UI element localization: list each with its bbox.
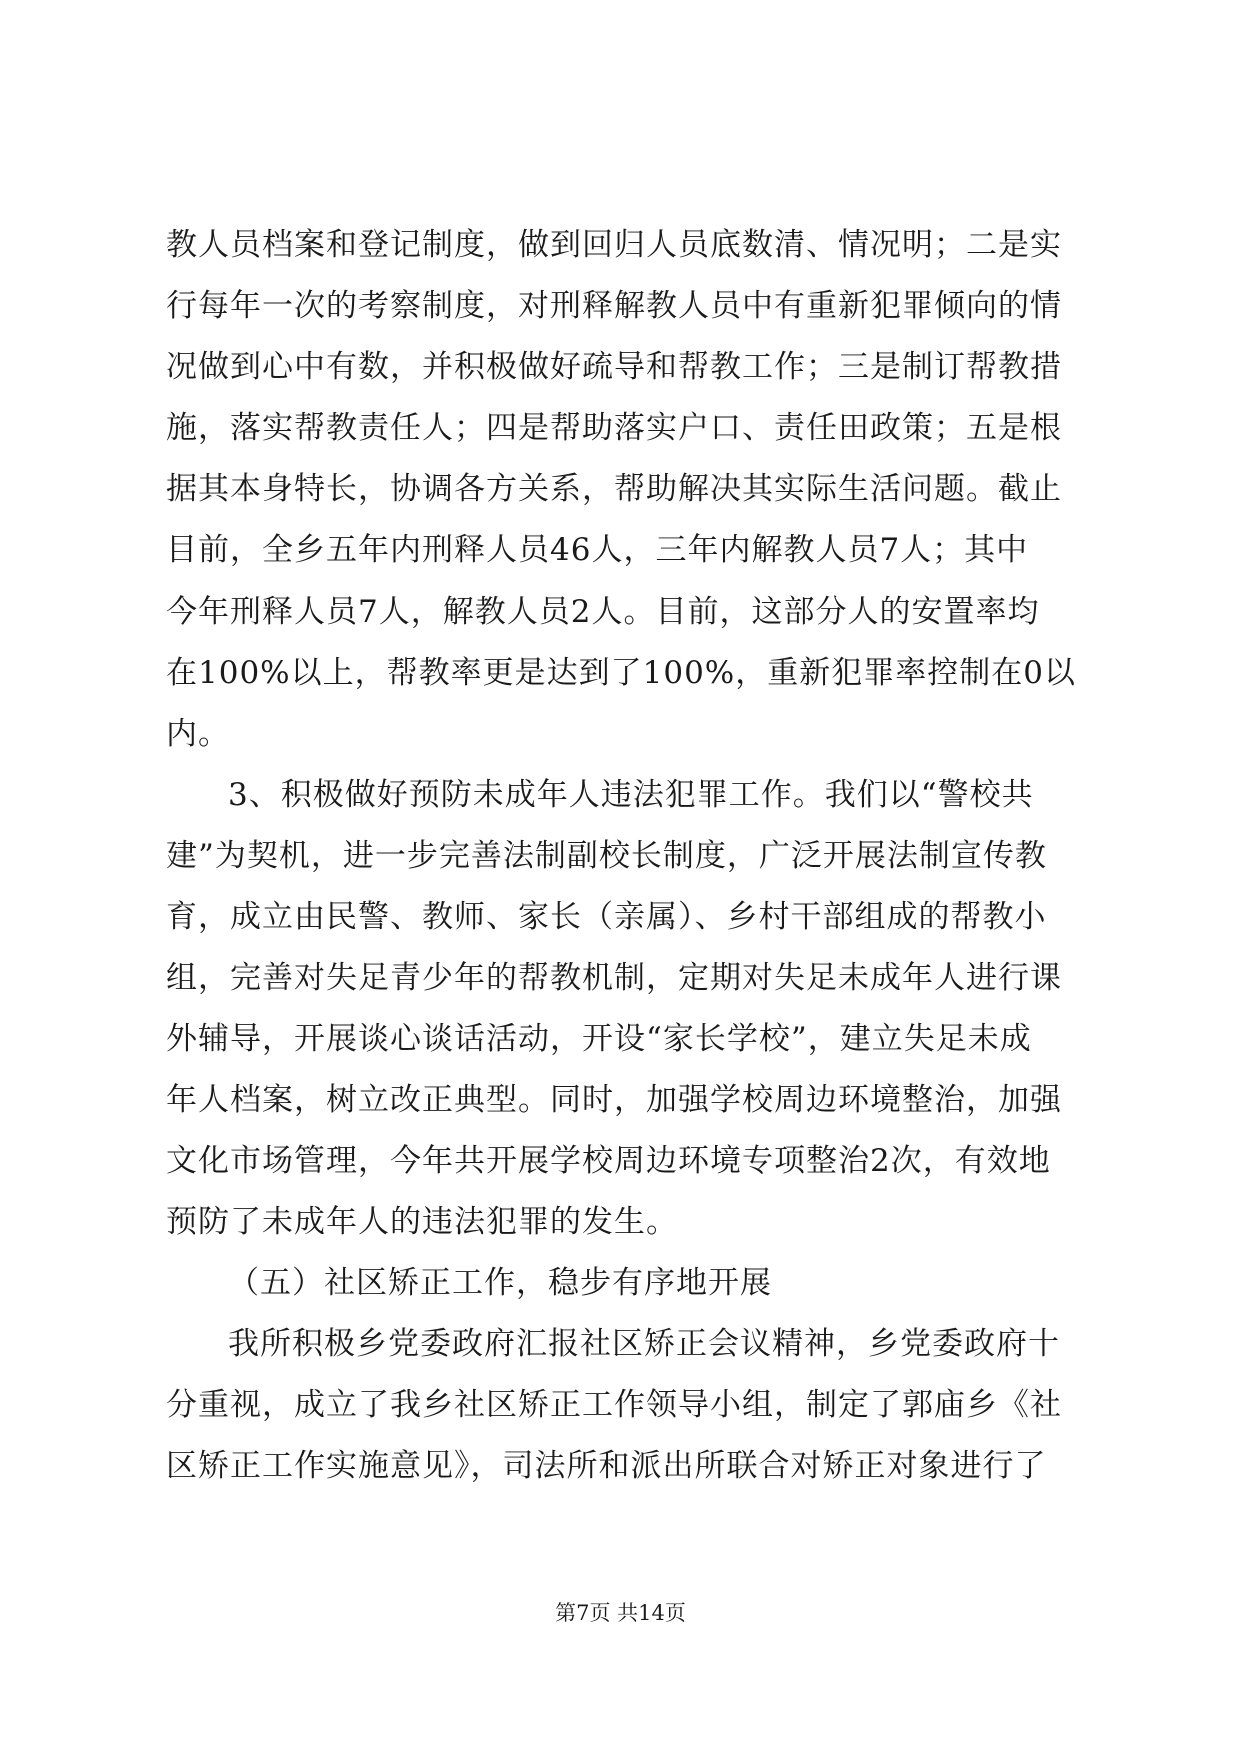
body-text-line: 据其本身特长，协调各方关系，帮助解决其实际生活问题。截止 [166,471,1062,507]
body-text-line: 施，落实帮教责任人；四是帮助落实户口、责任田政策；五是根 [166,410,1062,446]
body-text-line: 教人员档案和登记制度，做到回归人员底数清、情况明；二是实 [166,227,1062,263]
body-text-line: 育，成立由民警、教师、家长（亲属）、乡村干部组成的帮教小 [166,899,1047,935]
body-text-line: 在100%以上，帮教率更是达到了100%，重新犯罪率控制在0以 [166,655,1076,691]
body-text-line: 文化市场管理，今年共开展学校周边环境专项整治2次，有效地 [166,1143,1051,1179]
section-paragraph-start: 我所积极乡党委政府汇报社区矫正会议精神，乡党委政府十 [228,1326,1060,1362]
body-text-line: 况做到心中有数，并积极做好疏导和帮教工作；三是制订帮教措 [166,349,1062,385]
body-text-line: 内。 [166,716,230,752]
body-text-line: 预防了未成年人的违法犯罪的发生。 [166,1204,678,1240]
page-number-footer: 第7页 共14页 [555,1601,686,1625]
body-text-line: 今年刑释人员7人，解教人员2人。目前，这部分人的安置率均 [166,594,1040,630]
body-text-line: 组，完善对失足青少年的帮教机制，定期对失足未成年人进行课 [166,960,1062,996]
section-paragraph-start: 3、积极做好预防未成年人违法犯罪工作。我们以“警校共 [228,777,1034,813]
body-text-line: 外辅导，开展谈心谈话活动，开设“家长学校”，建立失足未成 [166,1021,1032,1057]
section-heading: （五）社区矫正工作，稳步有序地开展 [228,1265,772,1301]
body-text-line: 目前，全乡五年内刑释人员46人，三年内解教人员7人；其中 [166,532,1029,568]
body-text-line: 区矫正工作实施意见》，司法所和派出所联合对矫正对象进行了 [166,1448,1047,1484]
body-text-line: 行每年一次的考察制度，对刑释解教人员中有重新犯罪倾向的情 [166,288,1062,324]
body-text-line: 建”为契机，进一步完善法制副校长制度，广泛开展法制宣传教 [166,838,1047,874]
body-text-line: 分重视，成立了我乡社区矫正工作领导小组，制定了郭庙乡《社 [166,1387,1062,1423]
body-text-line: 年人档案，树立改正典型。同时，加强学校周边环境整治，加强 [166,1082,1062,1118]
